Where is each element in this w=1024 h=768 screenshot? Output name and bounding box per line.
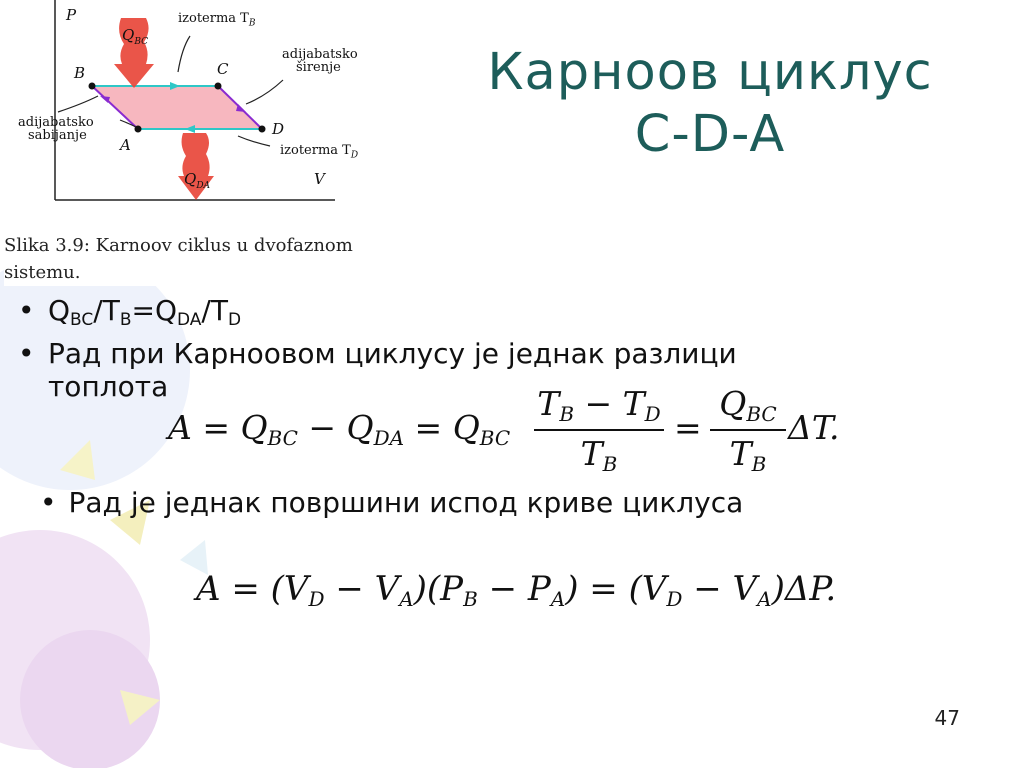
q-da-label: $Q_{DA}$ — [184, 170, 211, 191]
point-b-label: B — [74, 64, 86, 82]
adiabatic-expansion-label: adijabatsko širenje — [282, 47, 358, 75]
figure-caption: Slika 3.9: Karnoov ciklus u dvofaznom sistemu. — [4, 232, 414, 286]
bullet-work-area: • Рад је једнак површини испод криве циклуса — [40, 486, 744, 519]
title-line-2: C-D-A — [634, 105, 786, 164]
isotherm-bottom-label: izoterma $T_D$ — [280, 143, 359, 161]
carnot-cycle-figure — [0, 0, 410, 215]
isotherm-top-label: izoterma $T_B$ — [178, 11, 256, 29]
adiabatic-compression-label: adijabatsko sabijanje — [18, 115, 94, 143]
cycle-area — [92, 86, 262, 129]
q-bc-label: $Q_{BC}$ — [122, 26, 148, 47]
eq1-fraction-2: $Q_{BC}$ $T_B$ — [710, 384, 786, 476]
bullet-work-heat: • Рад при Карноовом циклусу је једнак разлици топлота — [18, 337, 737, 403]
eq1-fraction-1: $T_B - T_D$ $T_B$ — [534, 384, 664, 476]
bullet-ratio: • $Q_{BC}/T_B=Q_{DA}/T_D$ — [18, 294, 242, 330]
eq1-tail: ΔT. — [788, 408, 840, 447]
bullet-list — [14, 294, 1004, 403]
area-equation: $A = (V_D - V_A)(P_B - P_A) = (V_D - V_A)\Delta P$. — [196, 569, 837, 611]
page-number: 47 — [934, 706, 960, 730]
axis-p-label: P — [66, 6, 77, 24]
eq1-equals: = — [674, 408, 702, 447]
point-b-dot — [89, 83, 96, 90]
bullet-marker: • — [18, 294, 35, 327]
point-a-label: A — [120, 136, 131, 154]
eq1-lhs: $A = Q_{BC} - Q_{DA} = Q_{BC}$ — [168, 408, 511, 450]
axis-v-label: V — [314, 170, 325, 188]
point-d-label: D — [272, 120, 285, 138]
point-c-label: C — [217, 60, 229, 78]
bullet-marker: • — [40, 486, 57, 519]
point-d-dot — [259, 126, 266, 133]
bullet-marker: • — [18, 337, 35, 370]
title-line-1: Карноов циклус — [487, 43, 933, 102]
point-c-dot — [215, 83, 222, 90]
slide-title — [420, 42, 1000, 166]
